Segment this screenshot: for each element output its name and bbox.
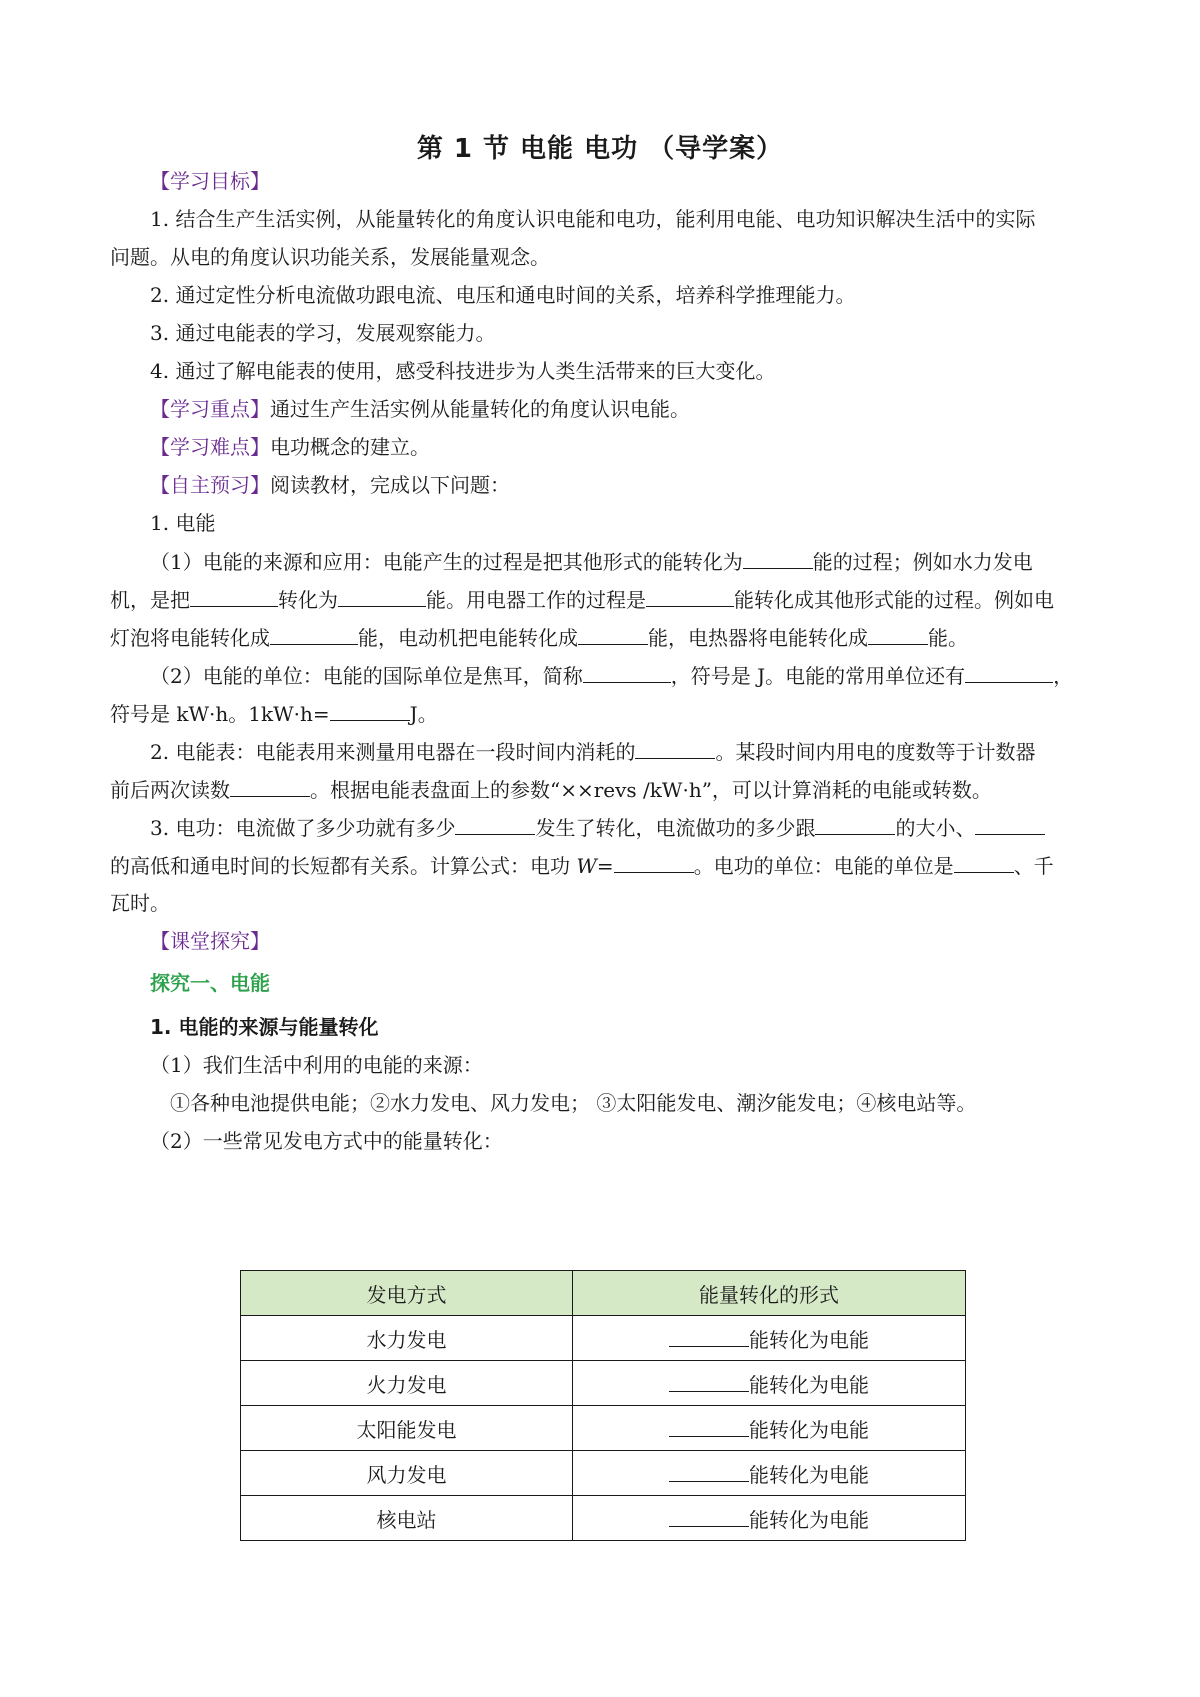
text-fragment: 能。 [928,626,968,650]
fill-blank[interactable] [868,622,928,645]
energy-conversion-table [240,1270,966,1541]
text-fragment: 机，是把 [110,588,190,612]
fill-blank[interactable] [646,584,734,607]
fill-blank[interactable] [965,660,1053,683]
page-title: 第 1 节 电能 电功 （导学案） [416,134,784,164]
question-2: （2）一些常见发电方式中的能量转化： [150,1129,503,1153]
preview-2-line-1 [150,736,1100,767]
text-fragment: 能，电动机把电能转化成 [358,626,578,650]
preview-3-line-1 [150,812,1100,843]
text-fragment: 。根据电能表盘面上的参数“××revs /kW·h”，可以计算消耗的电能或转数。 [310,778,992,802]
preview-3-line-3: 瓦时。 [110,891,170,915]
fill-blank[interactable] [230,774,310,797]
text-fragment: 前后两次读数 [110,778,230,802]
text-fragment: 灯泡将电能转化成 [110,626,270,650]
preview-1a-line-1 [150,546,1100,577]
preview-line [150,470,1100,500]
text-fragment: 2. 电能表：电能表用来测量用电器在一段时间内消耗的 [150,740,636,764]
goal-item-3: 3. 通过电能表的学习，发展观察能力。 [150,321,496,345]
preview-text: 阅读教材，完成以下问题： [270,473,510,497]
text-fragment: 的高低和通电时间的长短都有关系。计算公式：电功 [110,854,577,878]
fill-blank[interactable] [190,584,278,607]
text-fragment: J。 [409,702,438,726]
text-fragment: （1）电能的来源和应用：电能产生的过程是把其他形式的能转化为 [150,550,743,574]
fill-blank[interactable] [583,660,671,683]
goal-item-1-line-1: 1. 结合生产生活实例，从能量转化的角度认识电能和电功，能利用电能、电功知识解决生活中的实际 [150,207,1036,231]
inquiry-1-heading [150,968,1100,998]
fill-blank[interactable] [975,812,1045,835]
text-fragment: 发生了转化，电流做功的多少跟 [535,816,816,840]
preview-1a-line-3 [110,622,1100,653]
preview-1b-line-2 [110,698,1100,729]
preview-3-line-2 [110,850,1100,881]
table-cell-method: 核电站 [241,1496,573,1541]
preview-section-1-title: 1. 电能 [150,511,216,535]
text-fragment: 能，电热器将电能转化成 [648,626,868,650]
table-header-row [241,1271,966,1316]
table-cell-method: 太阳能发电 [241,1406,573,1451]
table-row [241,1361,966,1406]
key-point-tag: 【学习重点】 [150,397,270,421]
fill-blank[interactable] [578,622,648,645]
key-point-line [150,394,1100,424]
text-fragment: 。电功的单位：电能的单位是 [693,854,954,878]
fill-blank[interactable] [743,546,813,569]
key-point-text: 通过生产生活实例从能量转化的角度认识电能。 [270,397,690,421]
goals-tag: 【学习目标】 [150,169,270,193]
fill-blank[interactable] [270,622,358,645]
question-1: （1）我们生活中利用的电能的来源： [150,1053,483,1077]
table-header-method: 发电方式 [241,1271,573,1316]
sub-1-heading [150,1012,1100,1042]
fill-blank[interactable] [635,736,715,759]
table-header-form: 能量转化的形式 [573,1271,966,1316]
goals-heading [150,166,1100,196]
text-fragment: 转化为 [278,588,338,612]
table-row [241,1496,966,1541]
inquiry-1-title: 探究一、电能 [150,971,270,995]
question-1-answer: ①各种电池提供电能；②水力发电、风力发电； ③太阳能发电、潮汐能发电；④核电站等。 [170,1091,977,1115]
table-cell-form [573,1451,966,1496]
text-fragment: ，符号是 J。电能的常用单位还有 [670,664,966,688]
text-fragment: ， [1053,664,1074,688]
text-fragment: 能转化为电能 [749,1372,869,1397]
preview-tag: 【自主预习】 [150,473,270,497]
table-cell-form [573,1496,966,1541]
preview-1b-line-1 [150,660,1100,691]
text-fragment: 能。用电器工作的过程是 [426,588,646,612]
table-row [241,1451,966,1496]
text-fragment: 3. 电功：电流做了多少功就有多少 [150,816,456,840]
table-cell-form [573,1361,966,1406]
fill-blank[interactable] [669,1459,749,1482]
text-fragment: 能转化成其他形式能的过程。例如电 [734,588,1054,612]
preview-2-line-2 [110,774,1100,805]
table-cell-form [573,1406,966,1451]
fill-blank[interactable] [815,812,895,835]
fill-blank[interactable] [330,698,410,721]
text-fragment: 符号是 kW·h。1kW·h= [110,702,330,726]
sub-1-title: 1. 电能的来源与能量转化 [150,1015,379,1039]
goal-item-1-line-2: 问题。从电的角度认识功能关系，发展能量观念。 [110,245,550,269]
classroom-tag: 【课堂探究】 [150,929,270,953]
text-fragment: 能转化为电能 [749,1462,869,1487]
text-fragment: （2）电能的单位：电能的国际单位是焦耳，简称 [150,664,583,688]
text-fragment: 能转化为电能 [749,1507,869,1532]
fill-blank[interactable] [669,1324,749,1347]
fill-blank[interactable] [614,850,694,873]
text-fragment: = [596,854,614,878]
goal-item-4: 4. 通过了解电能表的使用，感受科技进步为人类生活带来的巨大变化。 [150,359,776,383]
text-fragment: 能的过程；例如水力发电 [812,550,1033,574]
table-row [241,1316,966,1361]
table-row [241,1406,966,1451]
table-cell-method: 风力发电 [241,1451,573,1496]
preview-1a-line-2 [110,584,1100,615]
classroom-heading [150,926,1100,956]
difficulty-tag: 【学习难点】 [150,435,270,459]
table-cell-method: 水力发电 [241,1316,573,1361]
text-fragment: 。某段时间内用电的度数等于计数器 [715,740,1036,764]
fill-blank[interactable] [669,1504,749,1527]
text-fragment: 能转化为电能 [749,1417,869,1442]
fill-blank[interactable] [338,584,426,607]
fill-blank[interactable] [669,1414,749,1437]
table-cell-form [573,1316,966,1361]
text-fragment: 、千 [1013,854,1054,878]
fill-blank[interactable] [669,1369,749,1392]
text-fragment: 能转化为电能 [749,1327,869,1352]
difficulty-text: 电功概念的建立。 [270,435,430,459]
table-cell-method: 火力发电 [241,1361,573,1406]
difficulty-line [150,432,1100,462]
text-fragment: 的大小、 [895,816,976,840]
work-symbol: W [576,854,597,878]
fill-blank[interactable] [455,812,535,835]
goal-item-2: 2. 通过定性分析电流做功跟电流、电压和通电时间的关系，培养科学推理能力。 [150,283,856,307]
fill-blank[interactable] [954,850,1014,873]
